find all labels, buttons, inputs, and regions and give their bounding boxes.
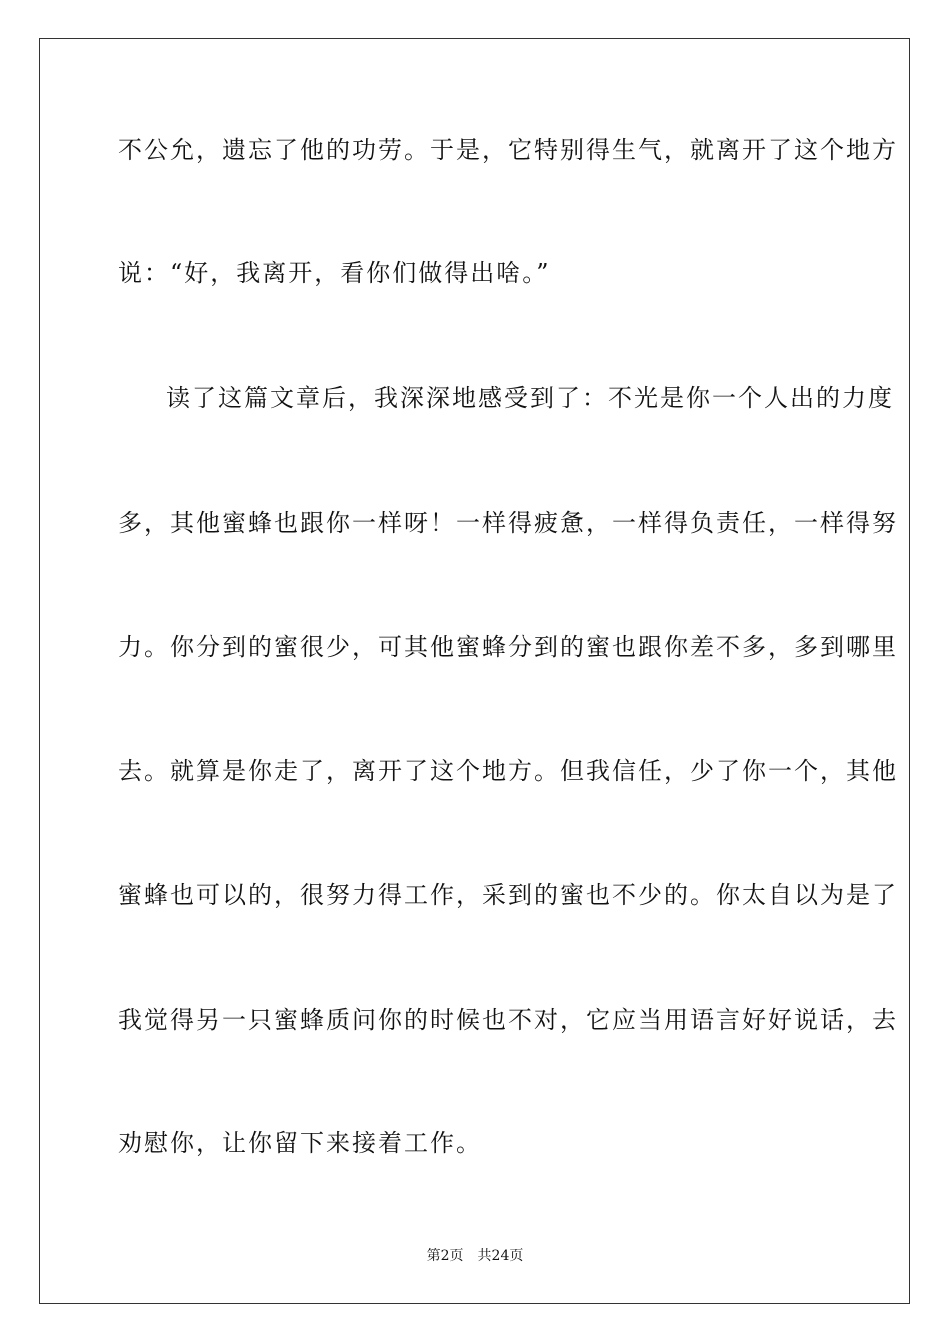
body-line-1: 不公允，遗忘了他的功劳。于是，它特别得生气，就离开了这个地方 xyxy=(118,136,898,164)
body-line-9: 劝慰你，让你留下来接着工作。 xyxy=(118,1129,482,1157)
page-total: 共24页 xyxy=(477,1248,524,1264)
page-border xyxy=(39,38,910,1304)
body-line-7: 蜜蜂也可以的，很努力得工作，采到的蜜也不少的。你太自以为是了 xyxy=(118,881,898,909)
body-line-2: 说：“好，我离开，看你们做得出啥。” xyxy=(118,259,551,287)
page-footer xyxy=(0,1247,950,1265)
body-line-4: 多，其他蜜蜂也跟你一样呀！一样得疲惫，一样得负责任，一样得努 xyxy=(118,509,898,537)
body-line-3: 读了这篇文章后，我深深地感受到了：不光是你一个人出的力度 xyxy=(166,384,894,412)
body-line-6: 去。就算是你走了，离开了这个地方。但我信任，少了你一个，其他 xyxy=(118,757,898,785)
page-number: 第2页 xyxy=(426,1248,464,1264)
body-line-5: 力。你分到的蜜很少，可其他蜜蜂分到的蜜也跟你差不多，多到哪里 xyxy=(118,633,898,661)
body-line-8: 我觉得另一只蜜蜂质问你的时候也不对，它应当用语言好好说话，去 xyxy=(118,1006,898,1034)
